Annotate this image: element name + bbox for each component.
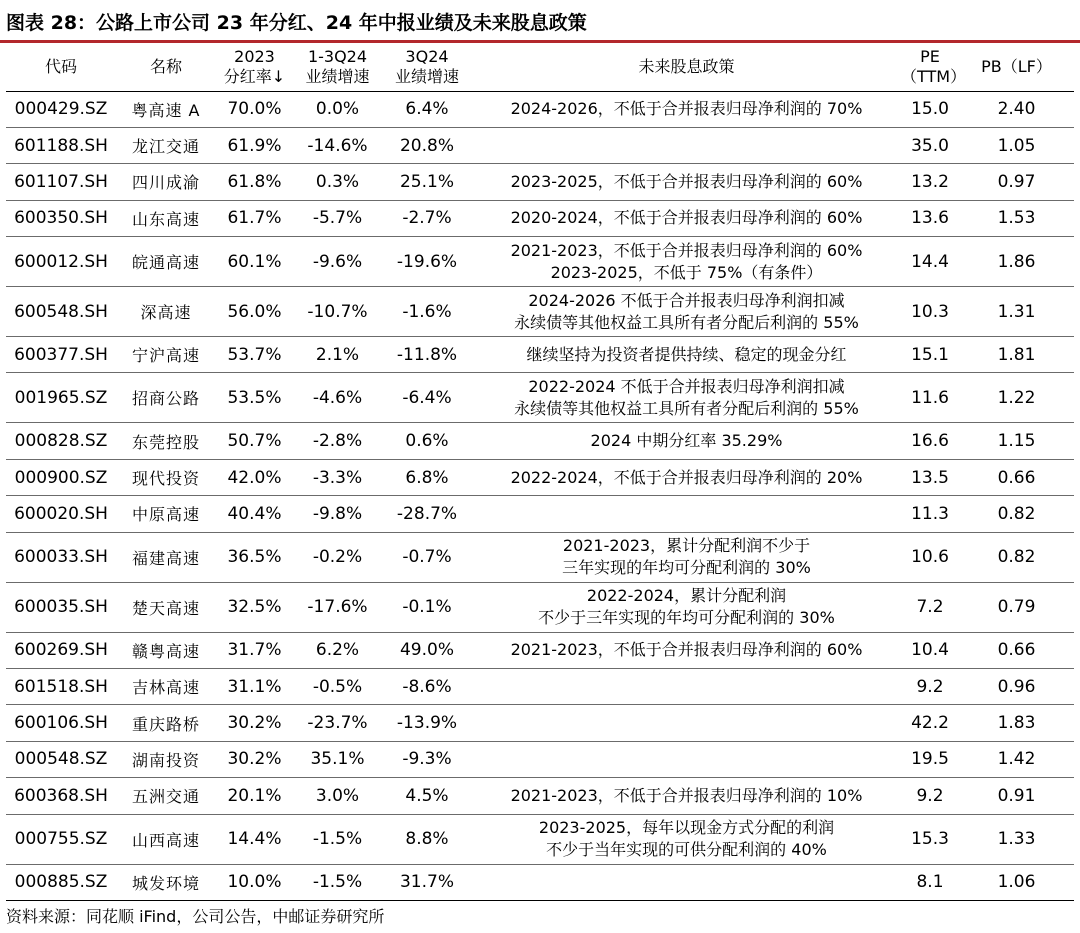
cell-pe: 15.0 bbox=[901, 91, 959, 127]
cell-3q24-growth: 6.8% bbox=[382, 459, 472, 495]
cell-policy bbox=[472, 814, 901, 864]
cell-code: 600035.SH bbox=[6, 582, 116, 632]
cell-dividend-ratio: 14.4% bbox=[216, 814, 293, 864]
policy-line: 永续债等其他权益工具所有者分配后利润的 55% bbox=[514, 398, 859, 418]
cell-pe: 14.4 bbox=[901, 237, 959, 287]
title-divider bbox=[0, 40, 1080, 43]
cell-policy bbox=[472, 423, 901, 459]
cell-dividend-ratio: 53.7% bbox=[216, 337, 293, 373]
cell-dividend-ratio: 70.0% bbox=[216, 91, 293, 127]
cell-3q24-growth: 31.7% bbox=[382, 864, 472, 900]
cell-pe: 19.5 bbox=[901, 741, 959, 777]
cell-policy bbox=[472, 778, 901, 814]
header-policy: 未来股息政策 bbox=[472, 44, 901, 91]
cell-3q24-growth: -28.7% bbox=[382, 496, 472, 532]
cell-dividend-ratio: 31.7% bbox=[216, 632, 293, 668]
cell-dividend-ratio: 32.5% bbox=[216, 582, 293, 632]
table-row bbox=[6, 127, 1074, 163]
table-row bbox=[6, 741, 1074, 777]
cell-pb: 1.15 bbox=[959, 423, 1074, 459]
table-row bbox=[6, 582, 1074, 632]
cell-3q24-growth: -9.3% bbox=[382, 741, 472, 777]
cell-1-3q24-growth: 0.0% bbox=[293, 91, 382, 127]
cell-name: 东莞控股 bbox=[116, 423, 216, 459]
policy-line: 2023-2025，每年以现金方式分配的利润 bbox=[538, 818, 835, 838]
cell-3q24-growth: 4.5% bbox=[382, 778, 472, 814]
cell-pe: 35.0 bbox=[901, 127, 959, 163]
policy-line: 2023-2025，不低于合并报表归母净利润的 60% bbox=[510, 171, 863, 191]
cell-pb: 1.31 bbox=[959, 287, 1074, 337]
cell-1-3q24-growth: -3.3% bbox=[293, 459, 382, 495]
cell-pb: 1.42 bbox=[959, 741, 1074, 777]
cell-policy bbox=[472, 741, 901, 777]
cell-1-3q24-growth: 0.3% bbox=[293, 164, 382, 200]
cell-policy bbox=[472, 532, 901, 582]
table-header-row bbox=[6, 44, 1074, 91]
cell-code: 600269.SH bbox=[6, 632, 116, 668]
cell-code: 000755.SZ bbox=[6, 814, 116, 864]
cell-pb: 0.97 bbox=[959, 164, 1074, 200]
cell-name: 湖南投资 bbox=[116, 741, 216, 777]
cell-pb: 1.81 bbox=[959, 337, 1074, 373]
cell-1-3q24-growth: 35.1% bbox=[293, 741, 382, 777]
cell-policy bbox=[472, 127, 901, 163]
table-row bbox=[6, 337, 1074, 373]
cell-policy bbox=[472, 669, 901, 705]
cell-policy bbox=[472, 91, 901, 127]
table-row bbox=[6, 164, 1074, 200]
cell-name: 中原高速 bbox=[116, 496, 216, 532]
cell-name: 吉林高速 bbox=[116, 669, 216, 705]
cell-dividend-ratio: 36.5% bbox=[216, 532, 293, 582]
cell-pb: 0.66 bbox=[959, 459, 1074, 495]
cell-name: 四川成渝 bbox=[116, 164, 216, 200]
cell-1-3q24-growth: -17.6% bbox=[293, 582, 382, 632]
cell-3q24-growth: -13.9% bbox=[382, 705, 472, 741]
policy-line: 2024-2026 不低于合并报表归母净利润扣减 bbox=[528, 290, 845, 310]
cell-pe: 42.2 bbox=[901, 705, 959, 741]
cell-policy bbox=[472, 864, 901, 900]
policy-line: 2022-2024，累计分配利润 bbox=[586, 586, 787, 606]
cell-pe: 13.5 bbox=[901, 459, 959, 495]
table-row bbox=[6, 287, 1074, 337]
cell-pe: 9.2 bbox=[901, 669, 959, 705]
cell-pb: 1.83 bbox=[959, 705, 1074, 741]
header-pb: PB（LF） bbox=[959, 44, 1074, 91]
cell-1-3q24-growth: -1.5% bbox=[293, 814, 382, 864]
cell-code: 601107.SH bbox=[6, 164, 116, 200]
cell-policy bbox=[472, 200, 901, 236]
table-row bbox=[6, 237, 1074, 287]
cell-1-3q24-growth: 6.2% bbox=[293, 632, 382, 668]
cell-3q24-growth: -19.6% bbox=[382, 237, 472, 287]
table-row bbox=[6, 91, 1074, 127]
cell-dividend-ratio: 42.0% bbox=[216, 459, 293, 495]
cell-1-3q24-growth: -1.5% bbox=[293, 864, 382, 900]
cell-code: 600350.SH bbox=[6, 200, 116, 236]
policy-line: 2021-2023，不低于合并报表归母净利润的 60% bbox=[510, 240, 863, 260]
cell-dividend-ratio: 20.1% bbox=[216, 778, 293, 814]
cell-3q24-growth: -11.8% bbox=[382, 337, 472, 373]
cell-name: 宁沪高速 bbox=[116, 337, 216, 373]
cell-code: 000828.SZ bbox=[6, 423, 116, 459]
cell-1-3q24-growth: -9.6% bbox=[293, 237, 382, 287]
policy-line: 2021-2023，累计分配利润不少于 bbox=[562, 536, 811, 556]
cell-3q24-growth: -1.6% bbox=[382, 287, 472, 337]
cell-code: 000900.SZ bbox=[6, 459, 116, 495]
policy-line: 2022-2024 不低于合并报表归母净利润扣减 bbox=[528, 376, 845, 396]
cell-pe: 16.6 bbox=[901, 423, 959, 459]
cell-dividend-ratio: 60.1% bbox=[216, 237, 293, 287]
table-row bbox=[6, 669, 1074, 705]
cell-name: 龙江交通 bbox=[116, 127, 216, 163]
policy-line: 2024 中期分红率 35.29% bbox=[590, 431, 783, 451]
cell-policy bbox=[472, 287, 901, 337]
figure-title: 图表 28：公路上市公司 23 年分红、24 年中报业绩及未来股息政策 bbox=[6, 12, 587, 34]
cell-pb: 2.40 bbox=[959, 91, 1074, 127]
cell-code: 000429.SZ bbox=[6, 91, 116, 127]
cell-code: 600377.SH bbox=[6, 337, 116, 373]
cell-code: 601188.SH bbox=[6, 127, 116, 163]
cell-pb: 1.53 bbox=[959, 200, 1074, 236]
cell-policy bbox=[472, 496, 901, 532]
cell-pb: 0.79 bbox=[959, 582, 1074, 632]
policy-line: 不少于当年实现的可供分配利润的 40% bbox=[546, 840, 827, 860]
cell-pb: 0.91 bbox=[959, 778, 1074, 814]
cell-3q24-growth: -8.6% bbox=[382, 669, 472, 705]
cell-code: 600548.SH bbox=[6, 287, 116, 337]
cell-code: 600033.SH bbox=[6, 532, 116, 582]
cell-3q24-growth: -2.7% bbox=[382, 200, 472, 236]
table-row bbox=[6, 814, 1074, 864]
policy-line: 永续债等其他权益工具所有者分配后利润的 55% bbox=[514, 312, 859, 332]
cell-dividend-ratio: 61.9% bbox=[216, 127, 293, 163]
header-name: 名称 bbox=[116, 44, 216, 91]
cell-policy bbox=[472, 705, 901, 741]
cell-pb: 1.86 bbox=[959, 237, 1074, 287]
policy-line: 2024-2026，不低于合并报表归母净利润的 70% bbox=[510, 99, 863, 119]
cell-pe: 10.4 bbox=[901, 632, 959, 668]
policy-line: 继续坚持为投资者提供持续、稳定的现金分红 bbox=[526, 344, 847, 364]
cell-policy bbox=[472, 632, 901, 668]
cell-1-3q24-growth: -5.7% bbox=[293, 200, 382, 236]
cell-policy bbox=[472, 582, 901, 632]
header-3q24-growth: 3Q24 业绩增速 bbox=[382, 44, 472, 91]
policy-line: 2021-2023，不低于合并报表归母净利润的 10% bbox=[510, 785, 863, 805]
cell-pe: 13.2 bbox=[901, 164, 959, 200]
cell-pe: 11.3 bbox=[901, 496, 959, 532]
cell-dividend-ratio: 61.7% bbox=[216, 200, 293, 236]
cell-code: 600368.SH bbox=[6, 778, 116, 814]
cell-name: 重庆路桥 bbox=[116, 705, 216, 741]
cell-name: 粤高速 A bbox=[116, 91, 216, 127]
cell-pe: 10.6 bbox=[901, 532, 959, 582]
cell-1-3q24-growth: 3.0% bbox=[293, 778, 382, 814]
cell-code: 601518.SH bbox=[6, 669, 116, 705]
table-row bbox=[6, 632, 1074, 668]
cell-1-3q24-growth: -14.6% bbox=[293, 127, 382, 163]
dividend-table bbox=[6, 44, 1074, 901]
cell-dividend-ratio: 61.8% bbox=[216, 164, 293, 200]
cell-pb: 0.96 bbox=[959, 669, 1074, 705]
policy-line: 2021-2023，不低于合并报表归母净利润的 60% bbox=[510, 640, 863, 660]
cell-dividend-ratio: 50.7% bbox=[216, 423, 293, 459]
policy-line: 2022-2024，不低于合并报表归母净利润的 20% bbox=[510, 467, 863, 487]
header-pe: PE （TTM） bbox=[901, 44, 959, 91]
cell-1-3q24-growth: 2.1% bbox=[293, 337, 382, 373]
cell-pe: 7.2 bbox=[901, 582, 959, 632]
cell-3q24-growth: 20.8% bbox=[382, 127, 472, 163]
cell-pe: 9.2 bbox=[901, 778, 959, 814]
cell-dividend-ratio: 30.2% bbox=[216, 741, 293, 777]
cell-pe: 15.1 bbox=[901, 337, 959, 373]
cell-name: 深高速 bbox=[116, 287, 216, 337]
cell-1-3q24-growth: -2.8% bbox=[293, 423, 382, 459]
cell-pe: 13.6 bbox=[901, 200, 959, 236]
header-1-3q24-growth: 1-3Q24 业绩增速 bbox=[293, 44, 382, 91]
cell-pb: 0.66 bbox=[959, 632, 1074, 668]
cell-pb: 1.22 bbox=[959, 373, 1074, 423]
table-row bbox=[6, 778, 1074, 814]
cell-3q24-growth: 0.6% bbox=[382, 423, 472, 459]
cell-1-3q24-growth: -4.6% bbox=[293, 373, 382, 423]
cell-code: 001965.SZ bbox=[6, 373, 116, 423]
cell-3q24-growth: -0.1% bbox=[382, 582, 472, 632]
cell-dividend-ratio: 40.4% bbox=[216, 496, 293, 532]
policy-line: 2020-2024，不低于合并报表归母净利润的 60% bbox=[510, 208, 863, 228]
cell-1-3q24-growth: -23.7% bbox=[293, 705, 382, 741]
cell-name: 城发环境 bbox=[116, 864, 216, 900]
cell-policy bbox=[472, 237, 901, 287]
cell-dividend-ratio: 31.1% bbox=[216, 669, 293, 705]
cell-code: 600020.SH bbox=[6, 496, 116, 532]
cell-name: 楚天高速 bbox=[116, 582, 216, 632]
cell-name: 皖通高速 bbox=[116, 237, 216, 287]
cell-name: 五洲交通 bbox=[116, 778, 216, 814]
cell-code: 000548.SZ bbox=[6, 741, 116, 777]
header-dividend-ratio: 2023 分红率↓ bbox=[216, 44, 293, 91]
cell-pe: 11.6 bbox=[901, 373, 959, 423]
cell-1-3q24-growth: -0.5% bbox=[293, 669, 382, 705]
cell-pb: 0.82 bbox=[959, 532, 1074, 582]
cell-3q24-growth: 8.8% bbox=[382, 814, 472, 864]
table-row bbox=[6, 532, 1074, 582]
table-row bbox=[6, 200, 1074, 236]
source-note: 资料来源：同花顺 iFind，公司公告，中邮证券研究所 bbox=[6, 907, 385, 926]
cell-name: 山西高速 bbox=[116, 814, 216, 864]
cell-pe: 15.3 bbox=[901, 814, 959, 864]
cell-3q24-growth: 49.0% bbox=[382, 632, 472, 668]
cell-policy bbox=[472, 373, 901, 423]
table-row bbox=[6, 496, 1074, 532]
cell-pe: 10.3 bbox=[901, 287, 959, 337]
header-code: 代码 bbox=[6, 44, 116, 91]
cell-pb: 0.82 bbox=[959, 496, 1074, 532]
cell-policy bbox=[472, 164, 901, 200]
table-row bbox=[6, 705, 1074, 741]
cell-3q24-growth: -6.4% bbox=[382, 373, 472, 423]
cell-dividend-ratio: 56.0% bbox=[216, 287, 293, 337]
cell-dividend-ratio: 10.0% bbox=[216, 864, 293, 900]
table-row bbox=[6, 864, 1074, 900]
cell-3q24-growth: 25.1% bbox=[382, 164, 472, 200]
table-row bbox=[6, 459, 1074, 495]
policy-line: 不少于三年实现的年均可分配利润的 30% bbox=[538, 608, 835, 628]
cell-policy bbox=[472, 337, 901, 373]
cell-dividend-ratio: 30.2% bbox=[216, 705, 293, 741]
cell-pe: 8.1 bbox=[901, 864, 959, 900]
cell-name: 现代投资 bbox=[116, 459, 216, 495]
cell-code: 000885.SZ bbox=[6, 864, 116, 900]
cell-code: 600012.SH bbox=[6, 237, 116, 287]
cell-pb: 1.05 bbox=[959, 127, 1074, 163]
cell-name: 福建高速 bbox=[116, 532, 216, 582]
cell-1-3q24-growth: -10.7% bbox=[293, 287, 382, 337]
cell-pb: 1.33 bbox=[959, 814, 1074, 864]
cell-3q24-growth: 6.4% bbox=[382, 91, 472, 127]
cell-code: 600106.SH bbox=[6, 705, 116, 741]
cell-name: 赣粤高速 bbox=[116, 632, 216, 668]
cell-1-3q24-growth: -0.2% bbox=[293, 532, 382, 582]
cell-pb: 1.06 bbox=[959, 864, 1074, 900]
policy-line: 2023-2025，不低于 75%（有条件） bbox=[550, 262, 823, 282]
cell-policy bbox=[472, 459, 901, 495]
cell-1-3q24-growth: -9.8% bbox=[293, 496, 382, 532]
table-row bbox=[6, 423, 1074, 459]
policy-line: 三年实现的年均可分配利润的 30% bbox=[562, 558, 811, 578]
cell-dividend-ratio: 53.5% bbox=[216, 373, 293, 423]
cell-name: 山东高速 bbox=[116, 200, 216, 236]
cell-3q24-growth: -0.7% bbox=[382, 532, 472, 582]
table-row bbox=[6, 373, 1074, 423]
cell-name: 招商公路 bbox=[116, 373, 216, 423]
